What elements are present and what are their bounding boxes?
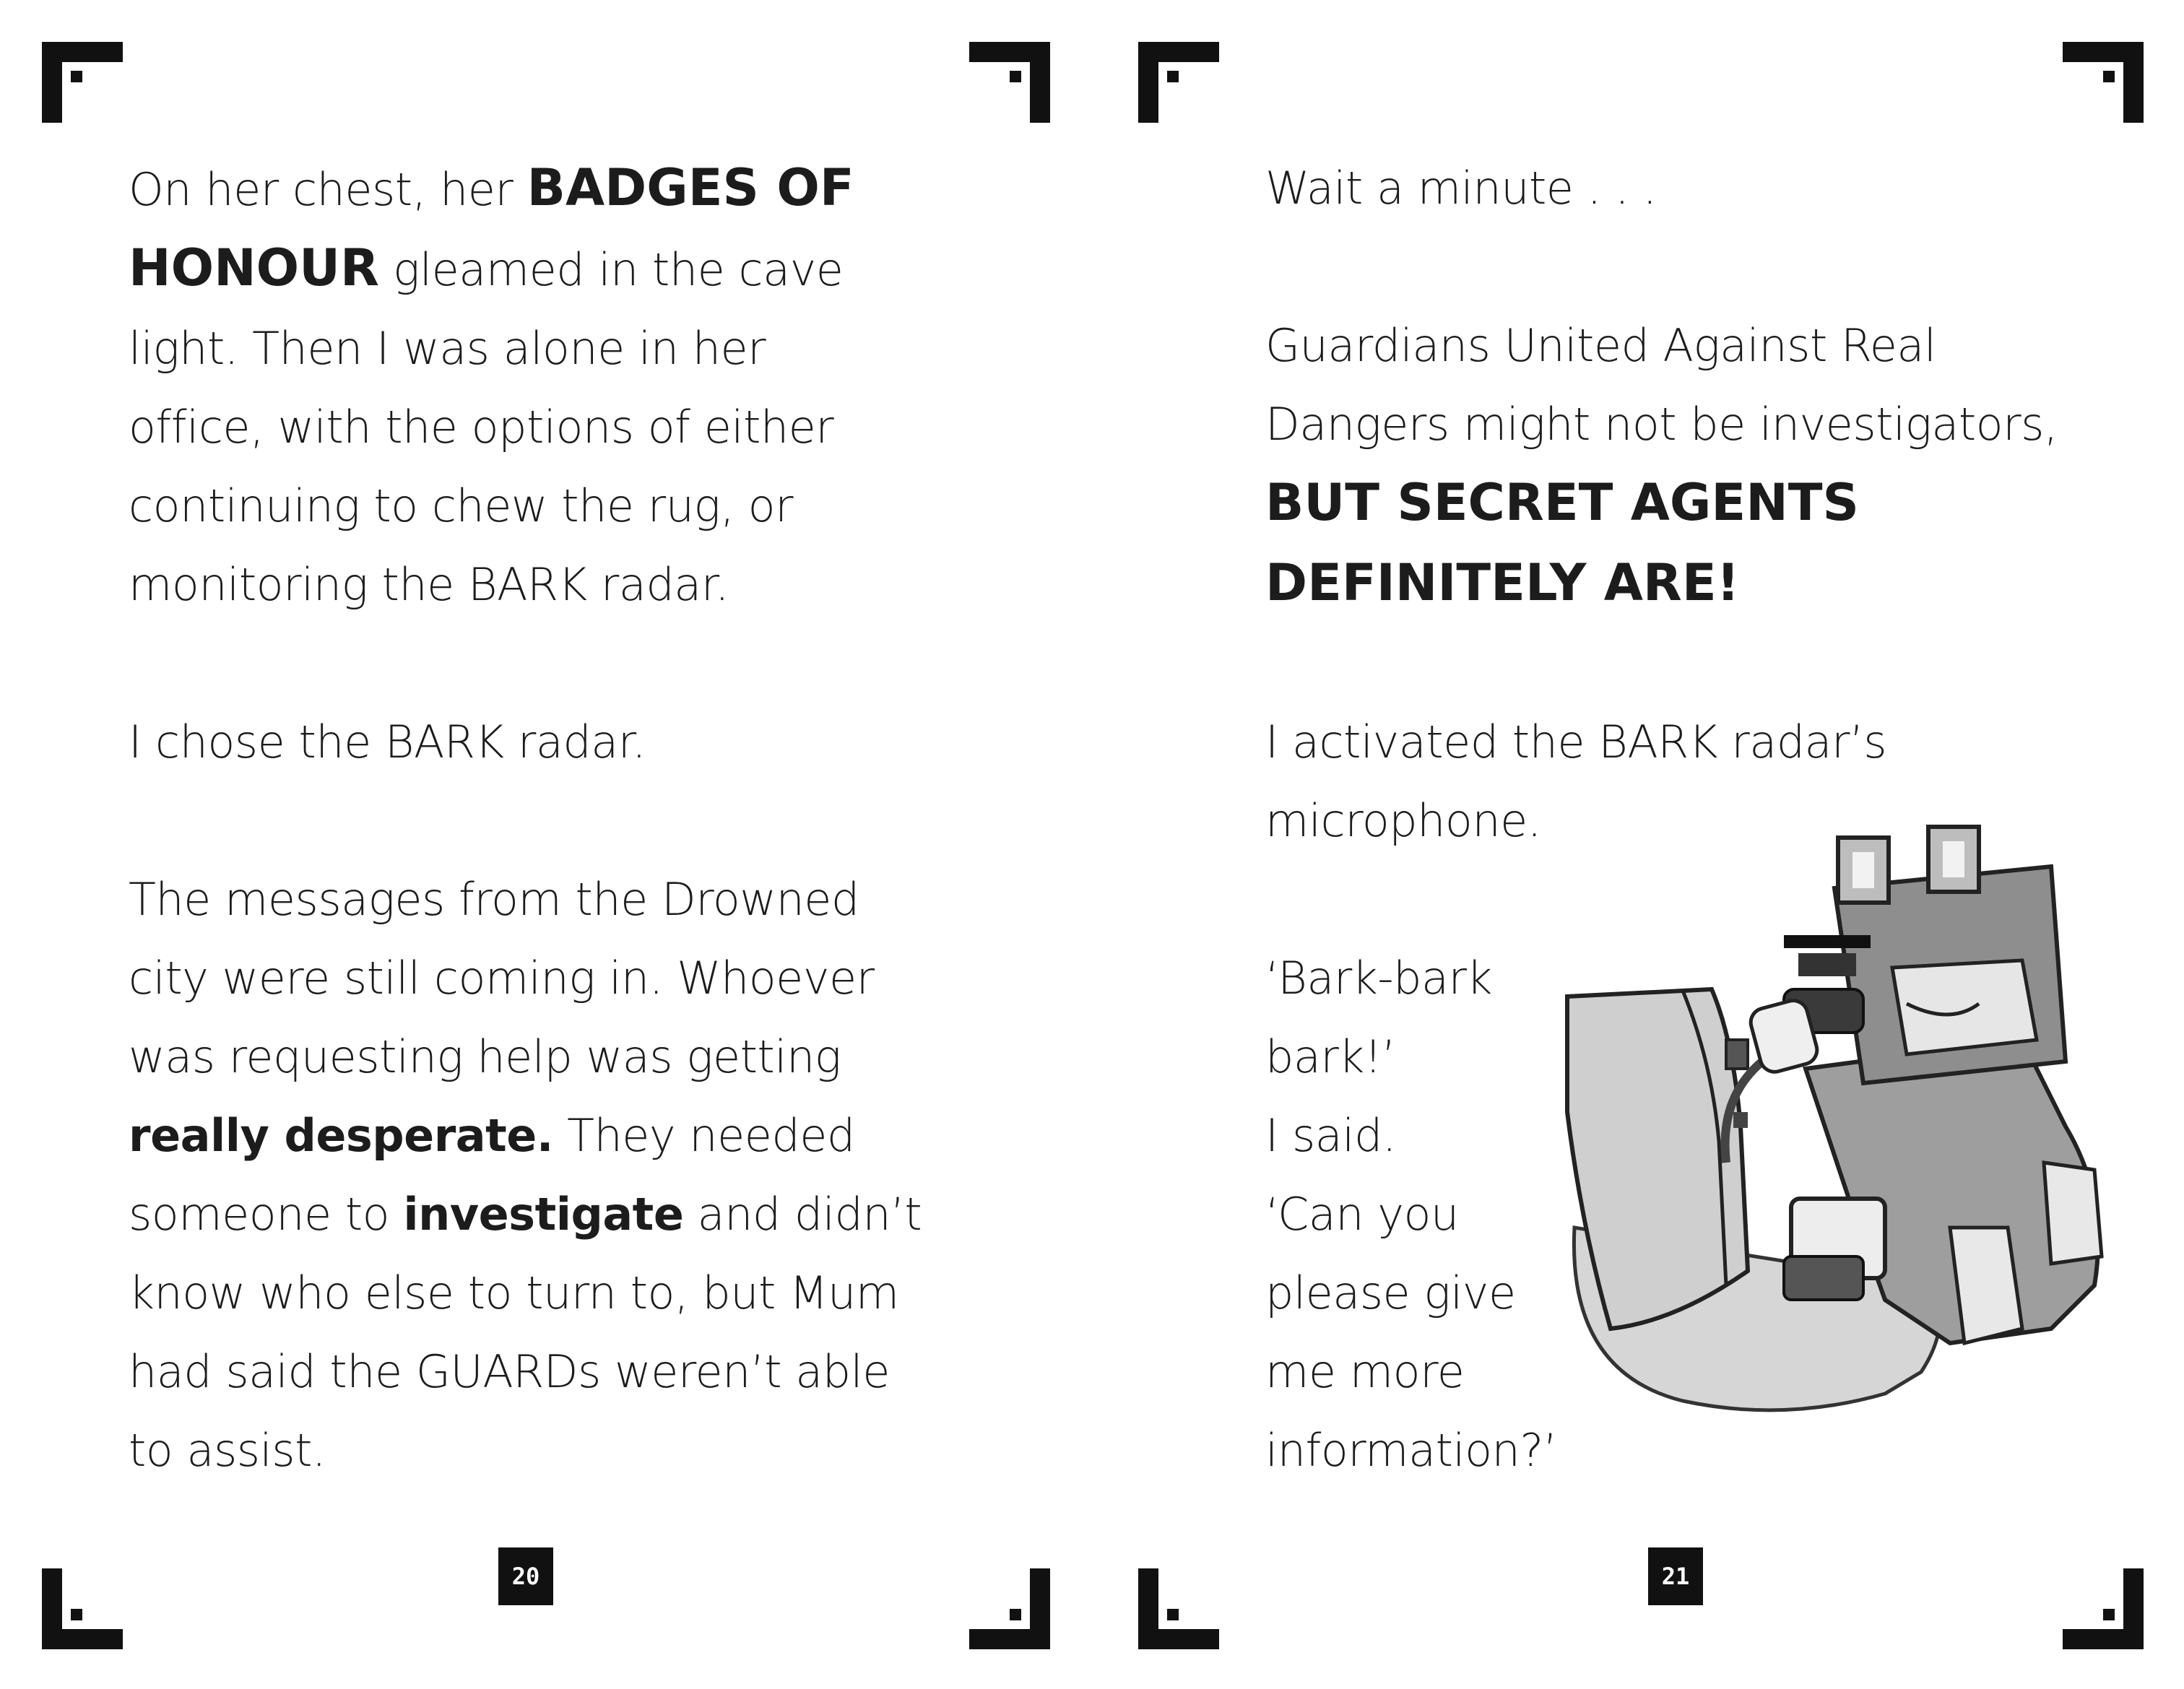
page-number: 20 [498, 1547, 553, 1605]
corner-mark-bottom-left [42, 1568, 123, 1649]
emphasis-honour: HONOUR [129, 238, 379, 298]
left-page-text [129, 149, 922, 1490]
corner-mark-bottom-right [2063, 1568, 2144, 1649]
page-number: 21 [1648, 1547, 1703, 1605]
dog-radar-illustration [1546, 823, 2145, 1430]
paragraph: I activated the BARK radar’s microphone. [1265, 716, 1887, 847]
emphasis-secret-agents: BUT SECRET AGENTS [1265, 473, 1859, 532]
emphasis-badges: BADGES OF [526, 158, 854, 217]
corner-mark-top-left [1138, 42, 1219, 123]
radar-dial-icon [1784, 1256, 1863, 1300]
paragraph: ‘Bark-bark bark!’ I said. ‘Can you please give me more information?’ [1265, 952, 1557, 1477]
corner-mark-bottom-left [1138, 1568, 1219, 1649]
dog-eye [1798, 953, 1856, 976]
dog-brow [1784, 935, 1871, 948]
corner-mark-top-left [42, 42, 123, 123]
dog-leg [2044, 1163, 2102, 1264]
corner-mark-bottom-right [969, 1568, 1050, 1649]
console-switch-icon [1733, 1112, 1748, 1128]
paragraph: I chose the BARK radar. [129, 716, 646, 768]
paragraph: Wait a minute . . . [1265, 162, 1657, 214]
emphasis-investigate: investigate [403, 1188, 684, 1241]
emphasis-really-desperate: really desperate. [129, 1109, 553, 1162]
paragraph: The messages from the Drowned city were still coming in. Whoever was requesting help was getting really desperate. They needed someone to investigate and didn’t know who else to turn to, but Mum had said the GUARDs weren’t able to assist. [129, 873, 922, 1477]
corner-mark-top-right [969, 42, 1050, 123]
paragraph: On her chest, her BADGES OF HONOUR gleamed in the cave light. Then I was alone in her office, with the options of either continuing to chew the rug, or monitoring the BARK radar. [129, 158, 854, 611]
console-knob-icon [1726, 1040, 1748, 1069]
emphasis-definitely-are: DEFINITELY ARE! [1265, 553, 1740, 612]
paragraph: Guardians United Against Real Dangers might not be investigators, BUT SECRET AGENTS DEFINITELY ARE! [1265, 319, 2058, 612]
corner-mark-top-right [2063, 42, 2144, 123]
dog-leg [1950, 1228, 2022, 1343]
